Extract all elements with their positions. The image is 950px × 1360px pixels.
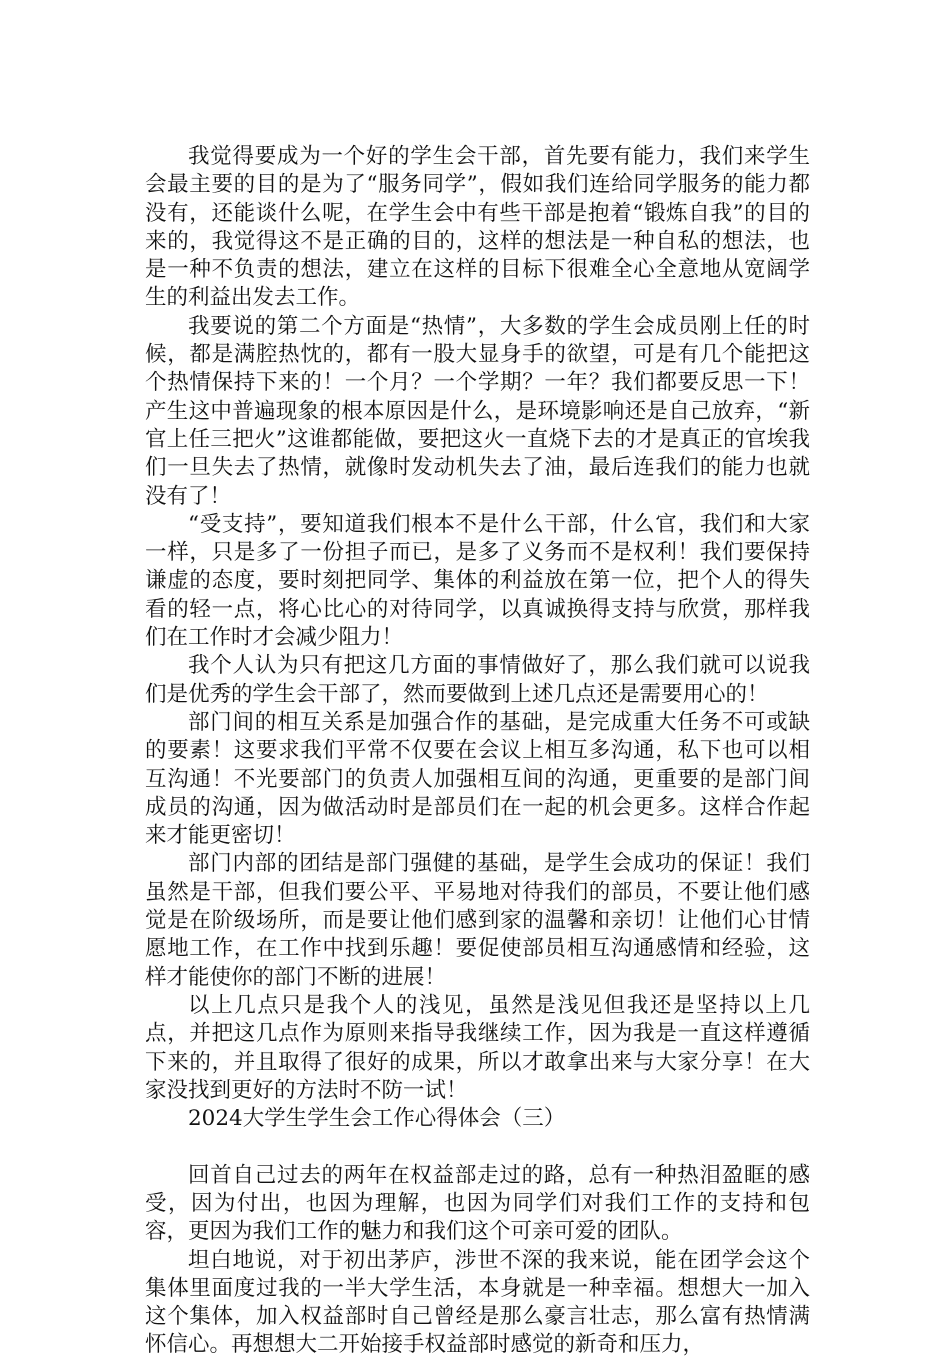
blank-line (145, 1133, 810, 1161)
section-title: 2024大学生学生会工作心得体会（三） (188, 1106, 566, 1132)
paragraph-reflection: 回首自己过去的两年在权益部走过的路，总有一种热泪盈眶的感受，因为付出，也因为理解，也因为同学们对我们工作的支持和包容，更因为我们工作的魅力和我们这个可亲可爱的团队。 (145, 1162, 810, 1245)
document-body (145, 143, 810, 1360)
paragraph-summary: 我个人认为只有把这几方面的事情做好了，那么我们就可以说我们是优秀的学生会干部了，然而要做到上述几点还是需要用心的！ (145, 653, 810, 707)
paragraph-honestly: 坦白地说，对于初出茅庐，涉世不深的我来说，能在团学会这个集体里面度过我的一半大学生活，本身就是一种幸福。想想大一加入这个集体，加入权益部时自己曾经是那么豪言壮志，那么富有热情满怀信心。再想想大二开始接手权益部时感觉的新奇和压力， (145, 1247, 810, 1358)
paragraph-passion: 我要说的第二个方面是“热情”，大多数的学生会成员刚上任的时候，都是满腔热忱的，都有一股大显身手的欲望，可是有几个能把这个热情保持下来的！一个月？一个学期？一年？我们都要反思一下！产生这中普遍现象的根本原因是什么，是环境影响还是自己放弃，“新官上任三把火”这谁都能做，要把这火一直烧下去的才是真正的官埃我们一旦失去了热情，就像时发动机失去了油，最后连我们的能力也就没有了！ (145, 313, 810, 509)
paragraph-conclusion: 以上几点只是我个人的浅见，虽然是浅见但我还是坚持以上几点，并把这几点作为原则来指导我继续工作，因为我是一直这样遵循下来的，并且取得了很好的成果，所以才敢拿出来与大家分享！在大家没找到更好的方法时不防一试！ (145, 992, 810, 1103)
paragraph-department-unity: 部门内部的团结是部门强健的基础，是学生会成功的保证！我们虽然是干部，但我们要公平、平易地对待我们的部员，不要让他们感觉是在阶级场所，而是要让他们感到家的温馨和亲切！让他们心甘情愿地工作，在工作中找到乐趣！要促使部员相互沟通感情和经验，这样才能使你的部门不断的进展！ (145, 851, 810, 990)
paragraph-support: “受支持”，要知道我们根本不是什么干部，什么官，我们和大家一样，只是多了一份担子而已，是多了义务而不是权利！我们要保持谦虚的态度，要时刻把同学、集体的利益放在第一位，把个人的得失看的轻一点，将心比心的对待同学，以真诚换得支持与欣赏，那样我们在工作时才会减少阻力！ (145, 511, 810, 651)
paragraph-department-relations: 部门间的相互关系是加强合作的基础，是完成重大任务不可或缺的要素！这要求我们平常不仅要在会议上相互多沟通，私下也可以相互沟通！不光要部门的负责人加强相互间的沟通，更重要的是部门间成员的沟通，因为做活动时是部员们在一起的机会更多。这样合作起来才能更密切！ (145, 709, 810, 849)
paragraph-ability: 我觉得要成为一个好的学生会干部，首先要有能力，我们来学生会最主要的目的是为了“服务同学”，假如我们连给同学服务的能力都没有，还能谈什么呢，在学生会中有些干部是抱着“锻炼自我”的目的来的，我觉得这不是正确的目的，这样的想法是一种自私的想法，也是一种不负责的想法，建立在这样的目标下很难全心全意地从宽阔学生的利益出发去工作。 (145, 144, 810, 311)
